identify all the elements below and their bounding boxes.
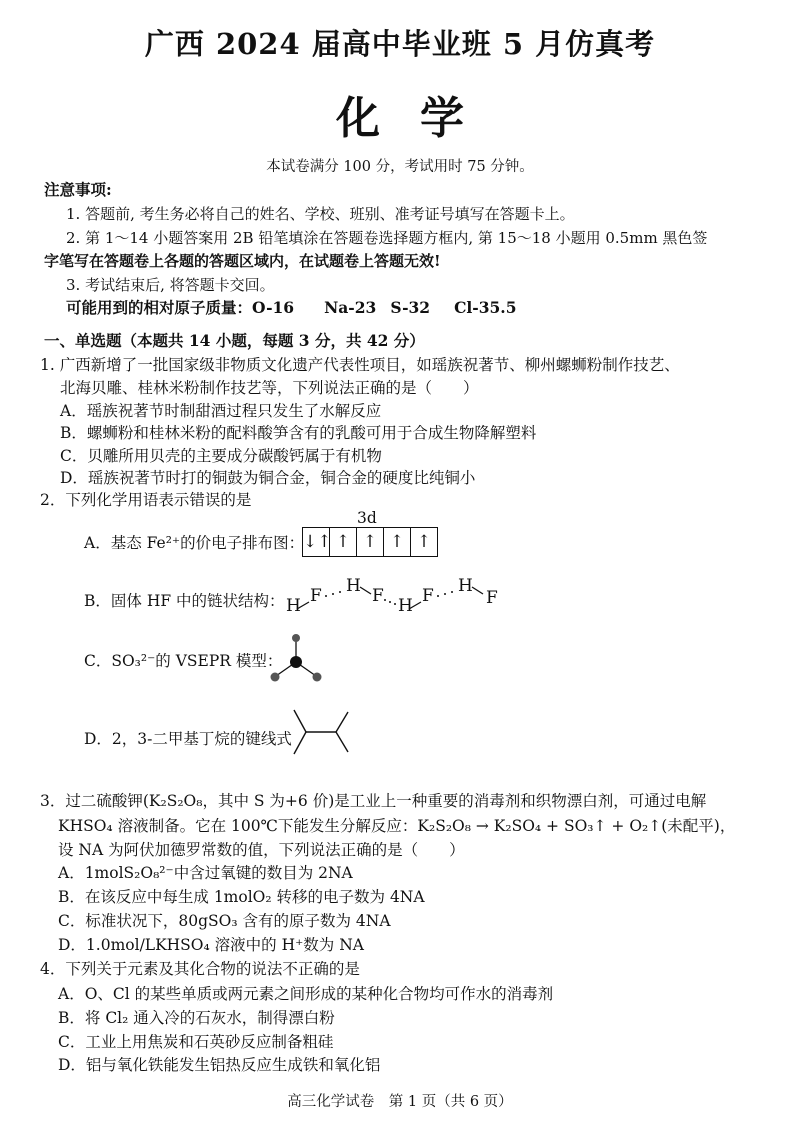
section-heading: 一、单选题（本题共 14 小题，每题 3 分，共 42 分） (44, 331, 425, 350)
exam-title: 广西 2024 届高中毕业班 5 月仿真考 (144, 27, 656, 61)
orbital-box: ↑ (416, 532, 432, 552)
atomic-mass-label: 可能用到的相对原子质量： (66, 298, 253, 317)
question-3-stem: 设 NA 为阿伏加德罗常数的值，下列说法正确的是（ ） (58, 841, 465, 859)
atomic-mass: O-16 (252, 298, 295, 317)
atom-f: F (486, 588, 498, 608)
orbital-diagram (302, 527, 438, 557)
q4-option-c: C．工业上用焦炭和石英砂反应制备粗硅 (58, 1033, 334, 1051)
orbital-box: ↑ (384, 528, 411, 556)
question-1-stem: 北海贝雕、桂林米粉制作技艺等，下列说法正确的是（ ） (60, 379, 479, 397)
orbital-box: ↓↑ (303, 528, 330, 556)
atom-f: F (372, 586, 384, 606)
question-2-stem: 2．下列化学用语表示错误的是 (40, 491, 252, 509)
notice-item: 1. 答题前, 考生务必将自己的姓名、学校、班别、准考证号填写在答题卡上。 (66, 205, 575, 223)
question-3-stem: KHSO₄ 溶液制备。它在 100℃下能发生分解反应：K₂S₂O₈ → K₂SO₄ + SO₃↑ + O₂↑(未配平)， (58, 817, 736, 835)
atomic-mass: S-32 (390, 298, 431, 317)
question-4-stem: 4．下列关于元素及其化合物的说法不正确的是 (40, 960, 360, 978)
subject-title: 化学 (336, 93, 504, 144)
hf-chain-structure (282, 576, 542, 616)
atomic-mass: Na-23 (324, 298, 377, 317)
q4-option-a: A．O、Cl 的某些单质或两元素之间形成的某种化合物均可作水的消毒剂 (58, 985, 554, 1003)
q2-option-a: A．基态 Fe²⁺的价电子排布图： (84, 534, 305, 552)
atom-f: F (422, 586, 434, 606)
q2-option-b: B．固体 HF 中的链状结构： (84, 592, 285, 610)
atom-h: H (286, 596, 301, 616)
q3-option-c: C．标准状况下，80gSO₃ 含有的原子数为 4NA (58, 912, 391, 930)
orbital-box: ↑ (330, 528, 357, 556)
q3-option-b: B．在该反应中每生成 1molO₂ 转移的电子数为 4NA (58, 888, 425, 906)
q1-option-b: B．螺蛳粉和桂林米粉的配料酸笋含有的乳酸可用于合成生物降解塑料 (60, 424, 537, 442)
orbital-label: 3d (357, 509, 377, 527)
question-3-stem: 3．过二硫酸钾(K₂S₂O₈，其中 S 为+6 价)是工业上一种重要的消毒剂和织物漂白剂，可通过电解 (40, 792, 707, 810)
q4-option-b: B．将 Cl₂ 通入冷的石灰水，制得漂白粉 (58, 1009, 335, 1027)
q3-option-a: A．1molS₂O₈²⁻中含过氧键的数目为 2NA (58, 864, 353, 882)
atom-h: H (346, 576, 361, 596)
q1-option-a: A．瑶族祝著节时制甜酒过程只发生了水解反应 (60, 402, 382, 420)
atomic-mass: Cl-35.5 (454, 298, 517, 317)
atom-f: F (310, 586, 322, 606)
notice-item: 2. 第 1～14 小题答案用 2B 铅笔填涂在答题卷选择题方框内, 第 15～18 小题用 0.5mm 黑色签 (66, 229, 708, 247)
q2-option-d: D．2，3-二甲基丁烷的键线式 (84, 730, 292, 748)
notice-heading: 注意事项: (44, 180, 112, 199)
atom-h: H (398, 596, 413, 616)
vsepr-model-icon (264, 630, 328, 686)
hf-bonds (282, 576, 542, 616)
notice-item: 字笔写在答题卷上各题的答题区域内，在试题卷上答题无效! (44, 252, 441, 270)
orbital-box: ↑ (357, 528, 384, 556)
q2-option-c: C．SO₃²⁻的 VSEPR 模型： (84, 652, 283, 670)
exam-info: 本试卷满分 100 分，考试用时 75 分钟。 (266, 159, 534, 175)
q1-option-d: D．瑶族祝著节时打的铜鼓为铜合金，铜合金的硬度比纯铜小 (60, 469, 476, 487)
notice-item: 3. 考试结束后, 将答题卡交回。 (66, 276, 275, 294)
atomic-masses (66, 298, 517, 318)
atom-h: H (458, 576, 473, 596)
q4-option-d: D．铝与氧化铁能发生铝热反应生成铁和氧化铝 (58, 1056, 381, 1074)
skeletal-formula-icon (290, 708, 356, 758)
q1-option-c: C．贝雕所用贝壳的主要成分碳酸钙属于有机物 (60, 447, 382, 465)
q3-option-d: D．1.0mol/LKHSO₄ 溶液中的 H⁺数为 NA (58, 936, 364, 954)
page-footer: 高三化学试卷 第 1 页（共 6 页） (287, 1094, 513, 1110)
question-1-stem: 1. 广西新增了一批国家级非物质文化遗产代表性项目，如瑶族祝著节、柳州螺蛳粉制作技艺、 (40, 356, 680, 374)
